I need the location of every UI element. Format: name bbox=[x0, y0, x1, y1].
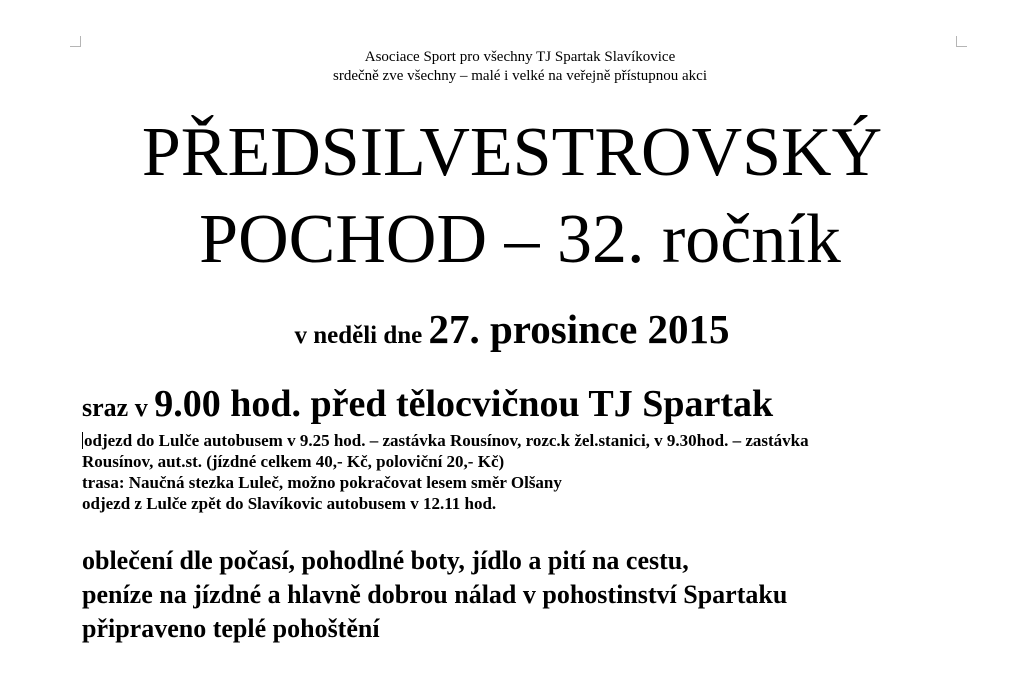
detail-line: trasa: Naučná stezka Luleč, možno pokračovat lesem směr Olšany bbox=[82, 473, 562, 492]
detail-line-text: odjezd do Lulče autobusem v 9.25 hod. – zastávka Rousínov, rozc.k žel.stanici, v 9.30hod. – zastávka bbox=[84, 431, 809, 450]
trip-details bbox=[82, 430, 809, 514]
organizer-line: Asociace Sport pro všechny TJ Spartak Slavíkovice bbox=[364, 49, 676, 65]
event-date-value: 27. prosince 2015 bbox=[428, 306, 730, 352]
detail-line bbox=[82, 430, 809, 451]
detail-line: odjezd z Lulče zpět do Slavíkovic autobusem v 12.11 hod. bbox=[82, 494, 497, 513]
meeting-value: 9.00 hod. před tělocvičnou TJ Spartak bbox=[154, 383, 774, 425]
page-corner-mark-top-left bbox=[70, 36, 81, 47]
meeting-prefix: sraz v bbox=[82, 393, 155, 422]
event-title-line-2: POCHOD – 32. ročník bbox=[199, 201, 841, 278]
note-line: peníze na jízdné a hlavně dobrou nálad v pohostinství Spartaku bbox=[82, 580, 788, 609]
invitation-line: srdečně zve všechny – malé i velké na veřejně přístupnou akci bbox=[332, 68, 708, 84]
event-date bbox=[0, 305, 1024, 353]
event-title-line-1: PŘEDSILVESTROVSKÝ bbox=[141, 114, 883, 191]
detail-line: Rousínov, aut.st. (jízdné celkem 40,- Kč, poloviční 20,- Kč) bbox=[82, 452, 505, 471]
meeting-point bbox=[82, 382, 773, 426]
text-cursor bbox=[82, 432, 83, 449]
page-corner-mark-top-right bbox=[956, 36, 967, 47]
note-line: připraveno teplé pohoštění bbox=[82, 614, 380, 643]
note-line: oblečení dle počasí, pohodlné boty, jídlo a pití na cestu, bbox=[82, 546, 689, 575]
participant-notes bbox=[82, 544, 787, 646]
event-date-prefix: v neděli dne bbox=[294, 322, 429, 349]
